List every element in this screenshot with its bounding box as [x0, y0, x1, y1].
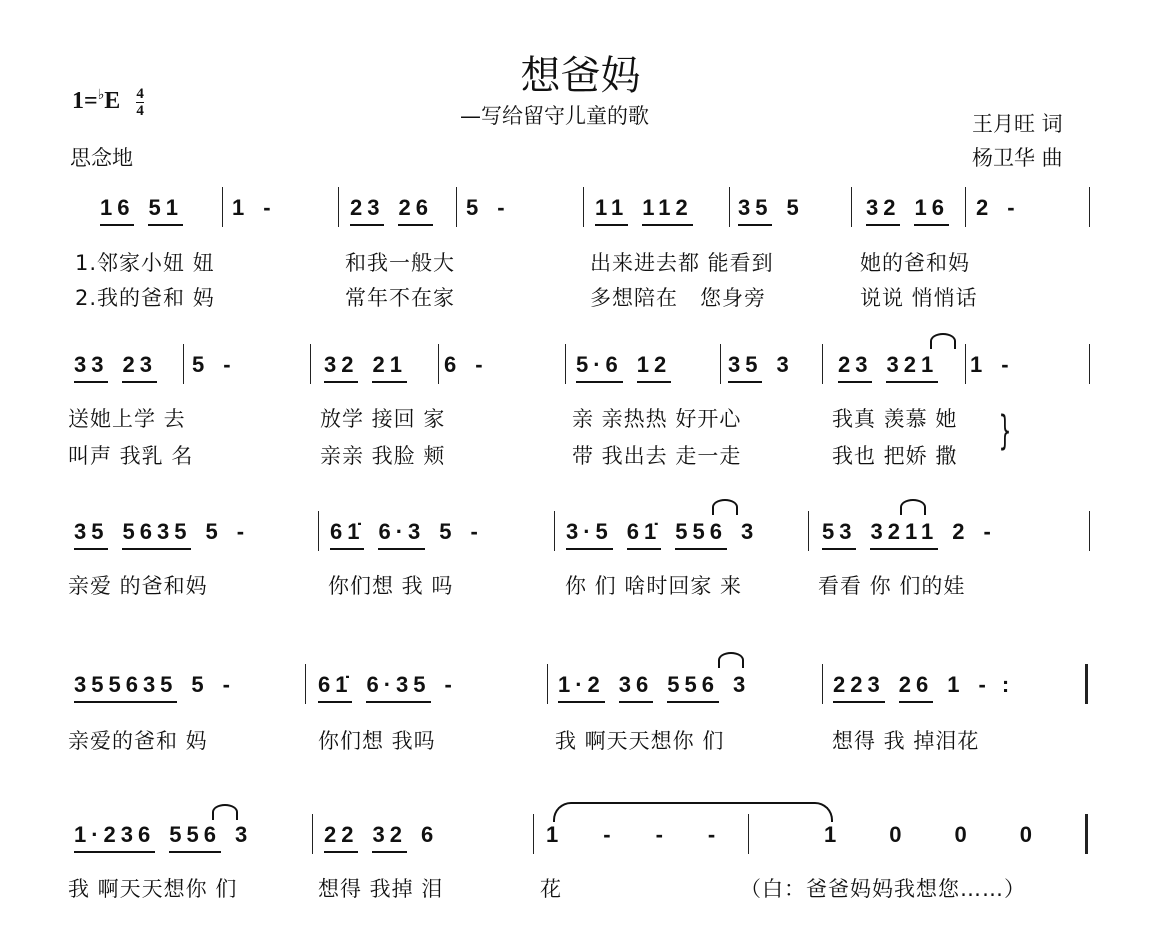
measure: [192, 352, 236, 381]
key-prefix: 1=: [72, 88, 98, 115]
barline: [318, 511, 319, 551]
lyric-text: 看看 你 们的娃: [818, 574, 966, 598]
note-group: 1: [546, 822, 564, 847]
measure: [833, 672, 1014, 703]
lyric-text: 说说 悄悄话: [860, 286, 978, 310]
note-group: 3: [235, 822, 253, 847]
barline: [965, 187, 966, 227]
note-group: 32: [866, 195, 900, 226]
note-group: 35: [738, 195, 772, 226]
note-group: 21: [372, 352, 406, 383]
hold-dash: -: [444, 672, 457, 697]
lyric-text: 亲爱的爸和 妈: [68, 729, 208, 753]
measure: [728, 352, 794, 383]
measure: [566, 519, 758, 550]
lyric-text: 你 们 啥时回家 来: [565, 574, 743, 598]
measure: [824, 822, 1037, 851]
measure: [324, 352, 407, 383]
note-group: 3: [741, 519, 759, 544]
measure: [74, 672, 235, 703]
note-group: 5·6: [576, 352, 623, 383]
measure: [576, 352, 671, 383]
note-group: 556: [667, 672, 719, 703]
measure: [838, 352, 938, 383]
barline: [222, 187, 223, 227]
measure: [318, 672, 457, 703]
measure: [738, 195, 804, 226]
note-group: 1: [947, 672, 965, 697]
note-group: 23: [350, 195, 384, 226]
note-group: 1·236: [74, 822, 155, 853]
barline: [533, 814, 534, 854]
note-group: 5: [439, 519, 457, 544]
final-barline: [1085, 814, 1088, 854]
song-title: 想爸妈: [520, 53, 641, 99]
note-group: 23: [122, 352, 156, 383]
note-group: 35: [728, 352, 762, 383]
note-group: 12: [637, 352, 671, 383]
lyric-text: 亲爱 的爸和妈: [68, 574, 208, 598]
hold-dash: -: [470, 519, 483, 544]
note-group: 1·2: [558, 672, 605, 703]
lyric-text: 放学 接回 家: [320, 407, 446, 431]
note-group: 0: [1019, 822, 1037, 847]
barline: [583, 187, 584, 227]
note-group: 5: [192, 352, 210, 377]
lyric-text: 我 啊天天想你 们: [555, 729, 725, 753]
slur: [930, 333, 956, 349]
lyric-text: 她的爸和妈: [860, 251, 970, 275]
note-group: 2: [976, 195, 994, 220]
note-group: 5: [786, 195, 804, 220]
barline: [729, 187, 730, 227]
note-group: 6·3: [378, 519, 425, 550]
lyric-text: 送她上学 去: [68, 407, 186, 431]
measure: [558, 672, 750, 703]
lyric-text: 常年不在家: [345, 286, 455, 310]
measure: [970, 352, 1014, 381]
hold-dash: - :: [978, 672, 1015, 697]
note-group: 22: [324, 822, 358, 853]
measure: [100, 195, 183, 226]
hold-dash: -: [263, 195, 276, 220]
slur: [718, 652, 744, 668]
measure: [444, 352, 488, 381]
slur: [712, 499, 738, 515]
lyric-text: 花: [540, 877, 562, 901]
lyric-text: 想得 我掉 泪: [318, 877, 444, 901]
measure: [595, 195, 693, 226]
song-subtitle: —写给留守儿童的歌: [460, 104, 649, 128]
measure: [822, 519, 996, 550]
note-group: 6: [420, 822, 439, 847]
note-group: 35: [74, 519, 108, 550]
time-signature: [136, 86, 144, 119]
barline: [720, 344, 721, 384]
final-barline: [1085, 664, 1088, 704]
lyric-text: 我真 羡慕 她: [832, 407, 958, 431]
hold-dash: -: [983, 519, 996, 544]
note-group: 5: [191, 672, 209, 697]
note-group: 16: [100, 195, 134, 226]
lyricist-credit: 王月旺 词: [972, 112, 1063, 136]
note-group: 3: [776, 352, 794, 377]
hold-dash: -: [1001, 352, 1014, 377]
measure: [866, 195, 949, 226]
note-group: 26: [398, 195, 432, 226]
lyric-text: 你们想 我 吗: [328, 574, 454, 598]
lyric-text: 叫声 我乳 名: [68, 444, 194, 468]
note-group: 1: [970, 352, 988, 377]
barline: [305, 664, 306, 704]
note-group: 2: [952, 519, 970, 544]
measure: [74, 519, 249, 550]
barline: [1089, 344, 1090, 384]
measure: [330, 519, 483, 550]
hold-dash: -: [236, 519, 250, 544]
flat-sign: ♭: [97, 88, 105, 104]
note-group: 5635: [122, 519, 191, 550]
lyric-text: 带 我出去 走一走: [572, 444, 742, 468]
note-group: 61̇: [627, 519, 661, 550]
hold-dash: -: [655, 822, 668, 847]
barline: [822, 664, 823, 704]
note-group: 32: [324, 352, 358, 383]
barline: [554, 511, 555, 551]
lyric-text: 我也 把娇 撒: [832, 444, 958, 468]
lyric-text: （白：爸爸妈妈我想您……）: [740, 877, 1026, 901]
measure: [74, 822, 252, 853]
note-group: 53: [822, 519, 856, 550]
hold-dash: -: [222, 672, 235, 697]
note-group: 23: [838, 352, 872, 383]
composer-credit: 杨卫华 曲: [972, 146, 1063, 170]
note-group: 6·35: [366, 672, 430, 703]
hold-dash: -: [497, 195, 510, 220]
note-group: 26: [899, 672, 933, 703]
lyric-text: 亲亲 我脸 颊: [320, 444, 446, 468]
barline: [338, 187, 339, 227]
hold-dash: -: [603, 822, 616, 847]
key-signature: [72, 86, 144, 119]
barline: [456, 187, 457, 227]
note-group: 3·5: [566, 519, 613, 550]
barline: [808, 511, 809, 551]
note-group: 61̇: [318, 672, 352, 703]
lyric-text: 多想陪在 您身旁: [590, 286, 766, 310]
barline: [1089, 187, 1090, 227]
note-group: 36: [619, 672, 653, 703]
note-group: 0: [889, 822, 907, 847]
measure: [232, 195, 276, 224]
note-group: 11: [595, 195, 628, 226]
lyric-text: 亲 亲热热 好开心: [572, 407, 742, 431]
hold-dash: -: [475, 352, 488, 377]
note-group: 61̇: [330, 519, 364, 550]
verse-brace: }: [998, 408, 1012, 454]
tempo-marking: 思念地: [70, 146, 133, 170]
measure: [976, 195, 1020, 224]
note-group: 1: [824, 822, 842, 847]
barline: [312, 814, 313, 854]
measure: [324, 822, 438, 853]
note-group: 0: [954, 822, 972, 847]
barline: [565, 344, 566, 384]
lyric-text: 出来进去都 能看到: [590, 251, 774, 275]
tie-bracket: [553, 802, 833, 822]
lyric-text: 1.邻家小妞 妞: [75, 251, 215, 275]
key-note: E: [104, 88, 121, 115]
note-group: 5: [466, 195, 484, 220]
hold-dash: -: [1007, 195, 1020, 220]
measure: [74, 352, 157, 383]
barline: [183, 344, 184, 384]
note-group: 1: [232, 195, 250, 220]
barline: [822, 344, 823, 384]
barline: [748, 814, 749, 854]
note-group: 6: [444, 352, 462, 377]
note-group: 112: [642, 195, 693, 226]
lyric-text: 我 啊天天想你 们: [68, 877, 238, 901]
note-group: 556: [169, 822, 221, 853]
slur: [900, 499, 926, 515]
measure: [466, 195, 510, 224]
note-group: 33: [74, 352, 108, 383]
note-group: 32: [372, 822, 406, 853]
time-bottom: 4: [136, 103, 144, 119]
time-top: 4: [136, 86, 144, 102]
barline: [965, 344, 966, 384]
barline: [547, 664, 548, 704]
note-group: 3: [733, 672, 751, 697]
barline: [310, 344, 311, 384]
barline: [438, 344, 439, 384]
lyric-text: 和我一般大: [345, 251, 455, 275]
hold-dash: -: [223, 352, 236, 377]
measure: [350, 195, 433, 226]
lyric-text: 2.我的爸和 妈: [75, 286, 215, 310]
lyric-text: 想得 我 掉泪花: [832, 729, 980, 753]
note-group: 223: [833, 672, 885, 703]
barline: [1089, 511, 1090, 551]
slur: [212, 804, 238, 820]
note-group: 3211: [870, 519, 938, 550]
note-group: 5: [205, 519, 223, 544]
measure: [546, 822, 720, 851]
lyric-text: 你们想 我吗: [318, 729, 436, 753]
note-group: 321: [886, 352, 938, 383]
note-group: 355635: [74, 672, 177, 703]
note-group: 16: [914, 195, 948, 226]
note-group: 556: [675, 519, 727, 550]
barline: [851, 187, 852, 227]
note-group: 51: [148, 195, 182, 226]
hold-dash: -: [707, 822, 721, 847]
